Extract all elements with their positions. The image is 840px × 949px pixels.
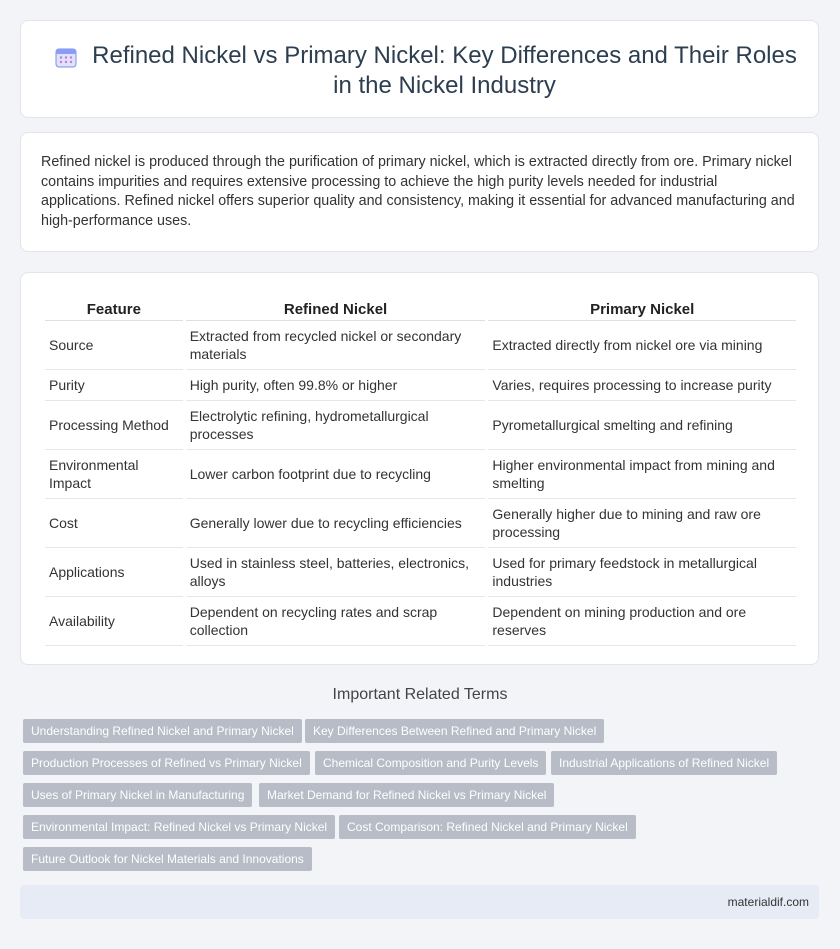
refined-cell: Extracted from recycled nickel or secondary materials <box>186 321 486 370</box>
refined-cell: Used in stainless steel, batteries, electronics, alloys <box>186 548 486 597</box>
related-term-tag[interactable]: Chemical Composition and Purity Levels <box>315 751 546 775</box>
table-row <box>45 321 796 370</box>
primary-cell: Dependent on mining production and ore reserves <box>488 597 796 646</box>
intro-paragraph: Refined nickel is produced through the purification of primary nickel, which is extracted directly from ore. Primary nickel contains impurities and requires extensive processing to achieve the high purity levels needed for industrial applications. Refined nickel offers superior quality and consistency, making it essential for advanced manufacturing and high-performance uses. <box>41 154 795 229</box>
related-term-tag[interactable]: Industrial Applications of Refined Nickel <box>551 751 777 775</box>
intro-card <box>20 132 819 252</box>
feature-cell: Source <box>45 321 183 370</box>
table-row <box>45 597 796 646</box>
column-header-primary: Primary Nickel <box>488 297 796 321</box>
refined-cell: Generally lower due to recycling efficiencies <box>186 499 486 548</box>
refined-cell: Electrolytic refining, hydrometallurgical processes <box>186 401 486 450</box>
feature-cell: Purity <box>45 370 183 401</box>
table-row <box>45 370 796 401</box>
related-term-tag[interactable]: Future Outlook for Nickel Materials and Innovations <box>23 847 312 871</box>
table-header-row <box>45 297 796 321</box>
primary-cell: Extracted directly from nickel ore via mining <box>488 321 796 370</box>
table-row <box>45 499 796 548</box>
site-link[interactable]: materialdif.com <box>727 895 809 909</box>
page-title: Refined Nickel vs Primary Nickel: Key Differences and Their Roles in the Nickel Industry <box>92 42 797 99</box>
title-card <box>20 20 819 118</box>
primary-cell: Generally higher due to mining and raw ore processing <box>488 499 796 548</box>
feature-cell: Cost <box>45 499 183 548</box>
comparison-table-card <box>20 272 819 665</box>
comparison-table <box>42 297 799 646</box>
footer <box>20 885 819 919</box>
feature-cell: Environmental Impact <box>45 450 183 499</box>
table-row <box>45 401 796 450</box>
related-term-tag[interactable]: Cost Comparison: Refined Nickel and Primary Nickel <box>339 815 636 839</box>
table-row <box>45 450 796 499</box>
feature-cell: Applications <box>45 548 183 597</box>
feature-cell: Processing Method <box>45 401 183 450</box>
column-header-feature: Feature <box>45 297 183 321</box>
related-term-tag[interactable]: Uses of Primary Nickel in Manufacturing <box>23 783 252 807</box>
feature-cell: Availability <box>45 597 183 646</box>
primary-cell: Higher environmental impact from mining and smelting <box>488 450 796 499</box>
refined-cell: Dependent on recycling rates and scrap collection <box>186 597 486 646</box>
calendar-icon <box>55 46 77 68</box>
primary-cell: Used for primary feedstock in metallurgical industries <box>488 548 796 597</box>
related-term-tag[interactable]: Understanding Refined Nickel and Primary Nickel <box>23 719 302 743</box>
table-row <box>45 548 796 597</box>
related-term-tag[interactable]: Market Demand for Refined Nickel vs Primary Nickel <box>259 783 554 807</box>
related-term-tag[interactable]: Environmental Impact: Refined Nickel vs Primary Nickel <box>23 815 335 839</box>
column-header-refined: Refined Nickel <box>186 297 486 321</box>
related-terms-heading: Important Related Terms <box>332 686 508 703</box>
related-term-tag[interactable]: Production Processes of Refined vs Primary Nickel <box>23 751 310 775</box>
primary-cell: Varies, requires processing to increase purity <box>488 370 796 401</box>
refined-cell: Lower carbon footprint due to recycling <box>186 450 486 499</box>
related-term-tag[interactable]: Key Differences Between Refined and Primary Nickel <box>305 719 604 743</box>
refined-cell: High purity, often 99.8% or higher <box>186 370 486 401</box>
primary-cell: Pyrometallurgical smelting and refining <box>488 401 796 450</box>
